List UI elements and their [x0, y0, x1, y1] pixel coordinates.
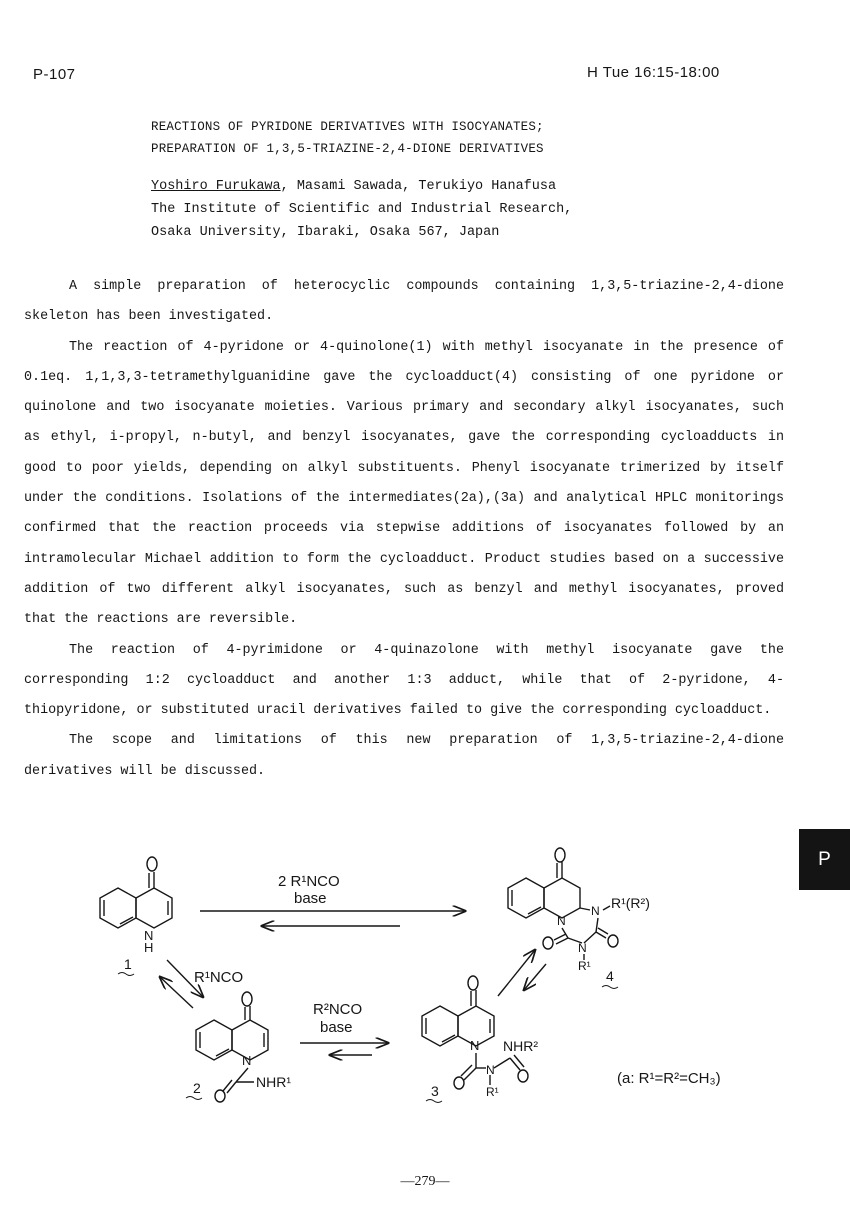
reagent-top: 2 R¹NCO	[278, 873, 340, 890]
author-block	[151, 175, 572, 244]
institute: The Institute of Scientific and Industrial Research,	[151, 202, 573, 217]
address: Osaka University, Ibaraki, Osaka 567, Japan	[151, 225, 500, 240]
compound-3-nhr2: NHR²	[503, 1038, 538, 1054]
abstract-paragraph-4: The scope and limitations of this new preparation of 1,3,5-triazine-2,4-dione derivatives will be discussed.	[24, 733, 784, 779]
abstract-paragraph-2: The reaction of 4-pyridone or 4-quinolone(1) with methyl isocyanate in the presence of 0.1eq. 1,1,3,3-tetramethylguanidine gave the cycloadduct(4) consisting of one pyridone or quinolone and two isocyanate moieties. Various primary and secondary alkyl isocyanates, such as ethyl, i-propyl, n-butyl, and benzyl isocyanates, gave the corresponding cycloadducts in good to poor yields, depending on alkyl substituents. Phenyl isocyanate trimerized by itself under the conditions. Isolations of the intermediates(2a),(3a) and analytical HPLC monitorings confirmed that the reaction proceeds via stepwise additions of isocyanates followed by an intramolecular Michael addition to form the cycloadduct. Product studies based on a successive addition of two different alkyl isocyanates, such as benzyl and methyl isocyanates, proved that the reactions are reversible.	[24, 339, 784, 628]
compound-4-r1r2: R¹(R²)	[611, 895, 650, 911]
compound-4-r1: R¹	[578, 959, 591, 973]
abstract-paragraph-1: A simple preparation of heterocyclic compounds containing 1,3,5-triazine-2,4-dione skeleton has been investigated.	[24, 279, 784, 325]
section-tab-letter: P	[818, 848, 831, 870]
reagent-left: R¹NCO	[194, 969, 244, 986]
svg-text:N: N	[578, 941, 587, 955]
arrow-4-to-3	[524, 964, 546, 990]
compound-1-structure	[100, 857, 172, 955]
label-compound-2: 2	[193, 1080, 201, 1096]
paper-code: P-107	[33, 66, 76, 83]
compound-3-r1: R¹	[486, 1085, 499, 1099]
reaction-scheme	[0, 840, 850, 1120]
compound-4-structure	[508, 848, 618, 960]
arrow-3-to-4	[498, 950, 535, 996]
session-time: H Tue 16:15-18:00	[587, 64, 720, 81]
presenting-author: Yoshiro Furukawa	[151, 179, 281, 194]
reagent-mid-base: base	[320, 1019, 353, 1036]
paper-title	[151, 116, 544, 160]
compound-2-nhr1: NHR¹	[256, 1074, 291, 1090]
svg-text:N: N	[557, 914, 566, 928]
label-compound-1: 1	[124, 956, 132, 972]
title-line-2: PREPARATION OF 1,3,5-TRIAZINE-2,4-DIONE DERIVATIVES	[151, 142, 544, 156]
abstract-body	[24, 272, 784, 787]
reagent-mid: R²NCO	[313, 1001, 363, 1018]
co-authors: , Masami Sawada, Terukiyo Hanafusa	[280, 179, 557, 194]
svg-text:N: N	[486, 1063, 495, 1077]
svg-text:N: N	[144, 928, 154, 943]
label-compound-3: 3	[431, 1083, 439, 1099]
abstract-paragraph-3: The reaction of 4-pyrimidone or 4-quinazolone with methyl isocyanate gave the corresponding 1:2 cycloadduct and another 1:3 adduct, while that of 2-pyridone, 4-thiopyridone, or substituted uracil derivatives failed to give the corresponding cycloadduct.	[24, 642, 784, 719]
svg-text:H: H	[144, 940, 154, 955]
label-compound-4: 4	[606, 968, 614, 984]
reagent-top-base: base	[294, 890, 327, 907]
compound-3-structure	[422, 976, 528, 1089]
title-line-1: REACTIONS OF PYRIDONE DERIVATIVES WITH ISOCYANATES;	[151, 120, 544, 134]
scheme-note: (a: R¹=R²=CH₃)	[617, 1070, 721, 1087]
svg-text:N: N	[591, 904, 600, 918]
page-number: —279—	[400, 1174, 450, 1189]
svg-text:N: N	[470, 1038, 480, 1053]
author-line	[151, 175, 572, 198]
svg-text:N: N	[242, 1053, 252, 1068]
